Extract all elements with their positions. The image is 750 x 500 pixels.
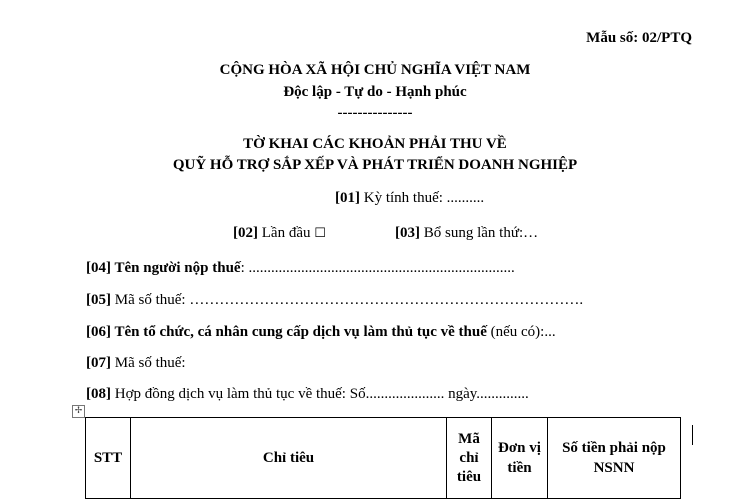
header-don-vi-tien [492,418,548,499]
field-code: [06] [86,324,111,340]
field-code: [08] [86,386,111,402]
form-title-line-1: TỜ KHAI CÁC KHOẢN PHẢI THU VỀ [243,136,507,152]
field-text: Bổ sung lần thứ:… [420,225,539,241]
header-line: NSNN [593,460,635,476]
field-08-service-contract[interactable] [86,386,529,403]
form-number: Mẫu số: 02/PTQ [586,30,692,46]
field-text: Kỳ tính thuế: .......... [360,190,485,206]
field-text: Mã số thuế: [111,355,186,371]
header-chi-tieu: Chỉ tiêu [131,418,447,499]
header-stt: STT [86,418,131,499]
table-header-row [86,418,681,499]
field-02-first-time[interactable] [233,225,326,242]
field-text: : ....................................................................... [240,260,515,276]
header-line: Mã [458,430,480,447]
field-03-supplement[interactable] [395,225,538,242]
field-06-tax-agent-name[interactable] [86,324,556,341]
form-title-line-2: QUỸ HỖ TRỢ SẮP XẾP VÀ PHÁT TRIỂN DOANH NGHIỆP [172,157,578,173]
field-07-agent-tax-code[interactable] [86,355,186,372]
header-so-tien [548,418,681,499]
tax-table [85,417,681,499]
field-code: [05] [86,292,111,308]
field-text: Hợp đồng dịch vụ làm thủ tục về thuế: Số..................... ngày.............. [111,386,529,402]
header-line: tiêu [456,468,482,485]
field-text: (nếu có):... [486,324,556,340]
move-icon[interactable]: ✢ [72,405,85,418]
field-01-tax-period[interactable] [335,190,484,207]
field-code: [04] [86,260,111,276]
first-time-checkbox[interactable]: ☐ [314,226,326,241]
header-line: chỉ [459,449,479,466]
header-separator: --------------- [337,105,413,121]
header-line: tiền [507,460,532,476]
field-text: Mã số thuế: ……………………………………………………………………. [111,292,584,308]
nation-header: CỘNG HÒA XÃ HỘI CHỦ NGHĨA VIỆT NAM [219,62,531,78]
field-text: Lần đầu [258,225,315,241]
header-line: Đơn vị [498,440,541,456]
field-code: [07] [86,355,111,371]
field-code: [02] [233,225,258,241]
header-line: Số tiền phải nộp [562,440,666,456]
field-label: Tên người nộp thuế [111,260,241,276]
field-code: [01] [335,190,360,206]
header-ma-chi-tieu [447,418,492,499]
text-cursor [692,425,693,445]
field-label: Tên tổ chức, cá nhân cung cấp dịch vụ làm thủ tục về thuế [111,324,487,340]
field-04-taxpayer-name[interactable] [86,260,515,277]
motto: Độc lập - Tự do - Hạnh phúc [283,84,467,100]
field-05-tax-code[interactable] [86,292,583,309]
field-code: [03] [395,225,420,241]
